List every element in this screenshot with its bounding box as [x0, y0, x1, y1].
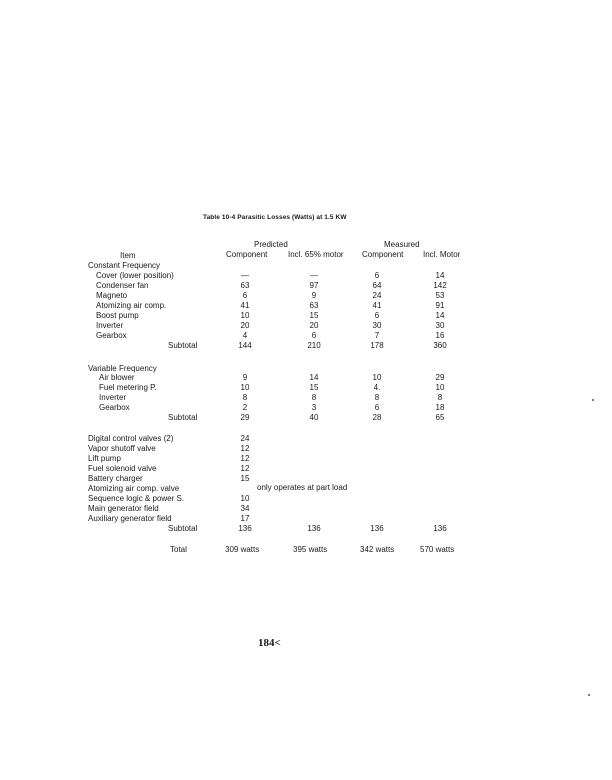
- header-item: Item: [120, 251, 136, 260]
- subtotal-value: 40: [309, 413, 319, 422]
- part-load-note: only operates at part load: [257, 483, 348, 492]
- row-value: 24: [372, 291, 382, 300]
- scan-speck: [592, 399, 594, 401]
- row-value: 2: [242, 403, 248, 412]
- row-value: 8: [311, 393, 317, 402]
- subtotal-label: Subtotal: [168, 413, 198, 422]
- row-value: 34: [240, 504, 250, 513]
- row-value: 53: [435, 291, 445, 300]
- row-value: 15: [240, 474, 250, 483]
- row-value: 29: [435, 373, 445, 382]
- row-item: Inverter: [99, 393, 127, 402]
- subtotal-value: 144: [238, 341, 252, 350]
- row-value: 3: [311, 403, 317, 412]
- row-item: Inverter: [96, 321, 124, 330]
- subtotal-value: 210: [307, 341, 321, 350]
- row-value: 8: [242, 393, 248, 402]
- row-item: Atomizing air comp. valve: [88, 484, 180, 493]
- row-item: Sequence logic & power S.: [88, 494, 185, 503]
- subtotal-label: Subtotal: [168, 341, 198, 350]
- subtotal-value: 360: [433, 341, 447, 350]
- header-measured-incl-motor: Incl. Motor: [423, 250, 461, 259]
- row-item: Boost pump: [96, 311, 139, 320]
- row-value: 63: [240, 281, 250, 290]
- total-value: 342 watts: [360, 545, 395, 554]
- scan-speck: [588, 694, 590, 696]
- row-value: 7: [374, 331, 380, 340]
- row-value: 63: [309, 301, 319, 310]
- subtotal-value: 136: [238, 524, 252, 533]
- subtotal-value: 29: [240, 413, 250, 422]
- row-value: 18: [435, 403, 445, 412]
- row-value: 14: [435, 271, 445, 280]
- table-title: Table 10-4 Parasitic Losses (Watts) at 1.5 KW: [203, 214, 347, 221]
- row-item: Digital control valves (2): [88, 434, 174, 443]
- row-item: Magneto: [96, 291, 128, 300]
- subtotal-label: Subtotal: [168, 524, 198, 533]
- row-item: Fuel solenoid valve: [88, 464, 157, 473]
- row-value: 15: [309, 383, 319, 392]
- row-value: 6: [374, 271, 380, 280]
- row-value: 10: [240, 383, 250, 392]
- row-value: 14: [309, 373, 319, 382]
- row-item: Battery charger: [88, 474, 143, 483]
- subtotal-value: 28: [372, 413, 382, 422]
- row-item: Auxiliary generator field: [88, 514, 172, 523]
- section-label-constant: Constant Frequency: [88, 261, 161, 270]
- subtotal-value: 65: [435, 413, 445, 422]
- row-item: Gearbox: [96, 331, 127, 340]
- row-value: 17: [240, 514, 250, 523]
- total-value: 570 watts: [420, 545, 455, 554]
- row-value: 4.: [373, 383, 381, 392]
- total-label: Total: [170, 545, 187, 554]
- row-value: 41: [372, 301, 382, 310]
- row-value: 30: [435, 321, 445, 330]
- row-value: 142: [433, 281, 447, 290]
- row-value: 9: [311, 291, 317, 300]
- row-value: 20: [240, 321, 250, 330]
- row-item: Gearbox: [99, 403, 130, 412]
- row-value: 6: [374, 403, 380, 412]
- total-value: 395 watts: [293, 545, 328, 554]
- header-predicted-incl-motor: Incl. 65% motor: [288, 250, 344, 259]
- row-value: 12: [240, 464, 250, 473]
- row-item: Air blower: [99, 373, 135, 382]
- row-value: 6: [242, 291, 248, 300]
- row-value: 8: [374, 393, 380, 402]
- row-value: 16: [435, 331, 445, 340]
- row-value: 97: [309, 281, 319, 290]
- section-label-variable: Variable Frequency: [88, 364, 157, 373]
- header-predicted-component: Component: [226, 250, 268, 259]
- row-value: 20: [309, 321, 319, 330]
- header-measured-component: Component: [362, 250, 404, 259]
- row-value: 24: [240, 434, 250, 443]
- header-measured: Measured: [384, 240, 420, 249]
- row-item: Lift pump: [88, 454, 121, 463]
- row-value: 9: [242, 373, 248, 382]
- row-value: —: [310, 271, 318, 280]
- row-item: Cover (lower position): [96, 271, 174, 280]
- row-value: 10: [372, 373, 382, 382]
- row-item: Atomizing air comp.: [96, 301, 167, 310]
- subtotal-value: 136: [370, 524, 384, 533]
- row-item: Fuel metering P.: [99, 383, 157, 392]
- row-value: 64: [372, 281, 382, 290]
- row-value: 91: [435, 301, 445, 310]
- subtotal-value: 178: [370, 341, 384, 350]
- row-value: 10: [435, 383, 445, 392]
- subtotal-value: 136: [307, 524, 321, 533]
- row-value: 10: [240, 311, 250, 320]
- row-value: 30: [372, 321, 382, 330]
- row-item: Vapor shutoff valve: [88, 444, 156, 453]
- row-value: 8: [437, 393, 443, 402]
- row-value: 6: [374, 311, 380, 320]
- page-number: 184<: [258, 637, 281, 649]
- row-value: 4: [242, 331, 248, 340]
- row-value: —: [241, 271, 249, 280]
- subtotal-value: 136: [433, 524, 447, 533]
- row-value: 12: [240, 444, 250, 453]
- row-value: 10: [240, 494, 250, 503]
- row-value: 41: [240, 301, 250, 310]
- row-value: 12: [240, 454, 250, 463]
- row-value: 6: [311, 331, 317, 340]
- row-item: Condenser fan: [96, 281, 149, 290]
- row-item: Main generator field: [88, 504, 159, 513]
- row-value: 14: [435, 311, 445, 320]
- row-value: 15: [309, 311, 319, 320]
- header-predicted: Predicted: [254, 240, 288, 249]
- total-value: 309 watts: [225, 545, 260, 554]
